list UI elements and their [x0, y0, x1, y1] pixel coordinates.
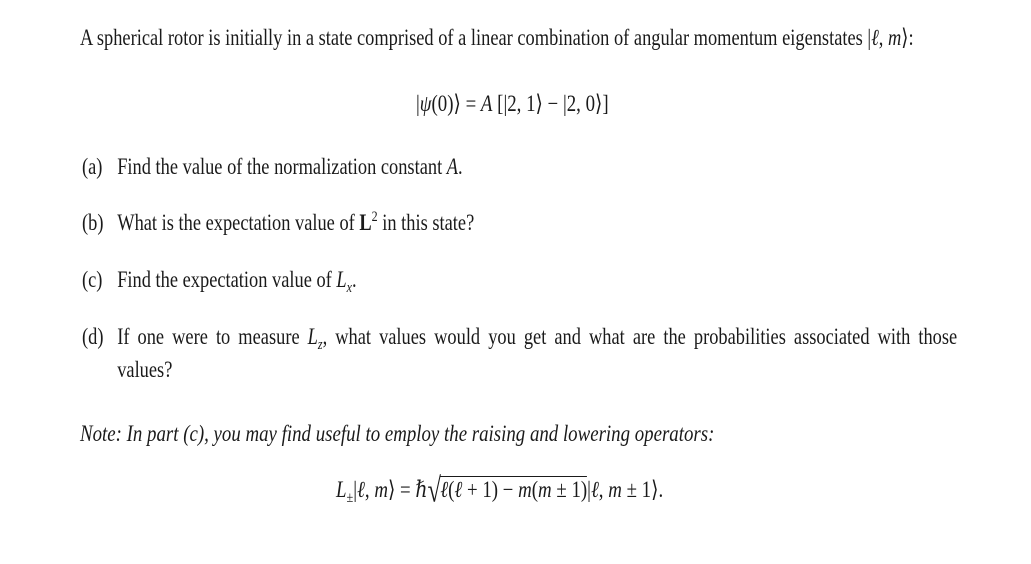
note-text: Note: In part (c), you may find useful to employ the raising and lowering operators: — [80, 421, 715, 446]
part-d: (d) If one were to measure $L_z$, what values would you get and what are the probabilities associated with those values? — [82, 324, 958, 382]
part-c-label: (c) — [82, 267, 103, 292]
part-b: (b) What is the expectation value of $L^2$ in this state? — [82, 208, 474, 238]
problem-intro: A spherical rotor is initially in a state comprised of a linear combination of angular momentum eigenstates |ℓ, m⟩: — [80, 25, 914, 50]
part-b-label: (b) — [82, 210, 104, 235]
part-c: (c) Find the expectation value of $L_x$. — [82, 267, 357, 296]
part-a: (a) Find the value of the normalization constant A. — [82, 152, 463, 182]
operator-equation: $L_\pm|\ell$, m⟩ = ℏ√ℓ(ℓ + 1) − m(m ± 1)|ℓ, m ± 1⟩. — [336, 471, 664, 510]
part-a-label: (a) — [82, 154, 103, 179]
part-d-label: (d) — [82, 324, 104, 349]
state-equation: |ψ(0)⟩ = A [|2, 1⟩ − |2, 0⟩] — [416, 91, 609, 116]
sqrt-symbol-icon: √ — [427, 471, 442, 510]
